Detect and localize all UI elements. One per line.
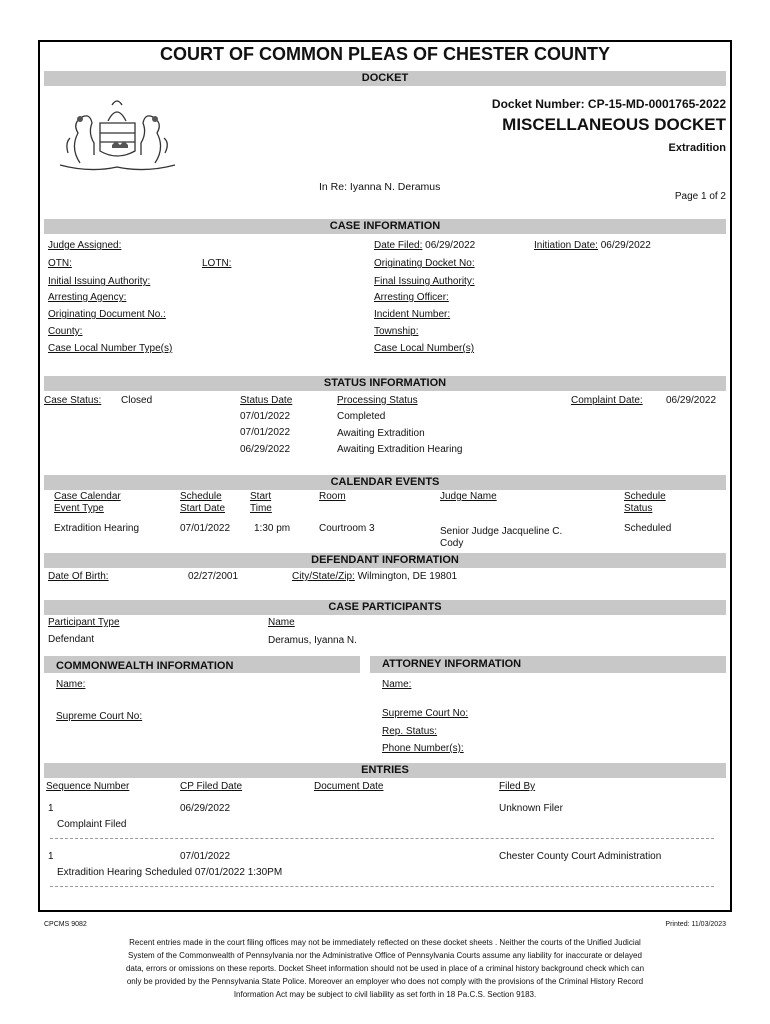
- participant-type-header: Participant Type: [48, 617, 120, 628]
- case-status-value: Closed: [121, 395, 153, 406]
- status-row-status: Completed: [337, 411, 386, 422]
- attorney-rep-status-label: Rep. Status:: [382, 726, 438, 737]
- township-label: Township:: [374, 326, 419, 337]
- entries-cp-header: CP Filed Date: [180, 781, 243, 792]
- processing-status-header: Processing Status: [337, 395, 418, 406]
- attorney-supreme-label: Supreme Court No:: [382, 708, 469, 719]
- entry-cp-date: 06/29/2022: [180, 803, 231, 814]
- attorney-phone-label: Phone Number(s):: [382, 743, 464, 754]
- cal-start-time-header: Start Time: [250, 491, 272, 514]
- entries-seq-header: Sequence Number: [46, 781, 130, 792]
- county-label: County:: [48, 326, 83, 337]
- orig-docket-label: Originating Docket No:: [374, 258, 475, 269]
- complaint-date-label: Complaint Date:: [571, 395, 643, 406]
- final-authority-label: Final Issuing Authority:: [374, 276, 475, 287]
- entries-filed-header: Filed By: [499, 781, 536, 792]
- disclaimer: Recent entries made in the court filing offices may not be immediately reflected on these docket sheets . Neither the courts of the Unified Judicial System of the Commonwealth of Pennsylvania nor the Administrative Office of Pennsylvania Courts assume any liability for inaccurate or delayed data, errors or omissions on these reports. Docket Sheet information should not be used in place of a criminal history background check which can only be provided by the Pennsylvania State Police. Moreover an employer who does not comply with the provisions of the Criminal History Record Information Act may be subject to civil liability as set forth in 18 Pa.C.S. Section 9183.: [125, 938, 645, 999]
- status-row-date: 06/29/2022: [240, 444, 291, 455]
- commonwealth-name-label: Name:: [56, 679, 86, 690]
- lotn-label: LOTN:: [202, 258, 232, 269]
- arresting-agency-label: Arresting Agency:: [48, 292, 127, 303]
- cal-room: Courtroom 3: [319, 523, 375, 534]
- complaint-date-value: 06/29/2022: [666, 395, 717, 406]
- attorney-name-label: Name:: [382, 679, 412, 690]
- cal-status: Scheduled: [624, 523, 672, 534]
- cal-event-header: Case Calendar Event Type: [54, 491, 121, 514]
- participant-name: Deramus, Iyanna N.: [268, 635, 357, 646]
- entry-filed-by: Unknown Filer: [499, 803, 563, 814]
- cal-room-header: Room: [319, 491, 346, 502]
- page-number: Page 1 of 2: [674, 191, 726, 202]
- case-participants-bar: CASE PARTICIPANTS: [44, 600, 726, 615]
- participant-name-header: Name: [268, 617, 295, 628]
- status-date-header: Status Date: [240, 395, 293, 406]
- otn-label: OTN:: [48, 258, 72, 269]
- calendar-events-bar: CALENDAR EVENTS: [44, 475, 726, 490]
- case-local-type-label: Case Local Number Type(s): [48, 343, 173, 354]
- date-filed: Date Filed: 06/29/2022: [374, 240, 476, 251]
- initial-authority-label: Initial Issuing Authority:: [48, 276, 151, 287]
- cal-time: 1:30 pm: [254, 523, 291, 534]
- court-title: COURT OF COMMON PLEAS OF CHESTER COUNTY: [160, 44, 610, 64]
- commonwealth-title: COMMONWEALTH INFORMATION: [56, 660, 234, 672]
- cal-start-date-header: Schedule Start Date: [180, 491, 226, 514]
- docket-type: MISCELLANEOUS DOCKET: [502, 115, 726, 134]
- status-information-bar: STATUS INFORMATION: [44, 376, 726, 391]
- entry-seq: 1: [48, 803, 54, 814]
- attorney-title: ATTORNEY INFORMATION: [382, 658, 522, 670]
- status-row-status: Awaiting Extradition: [337, 428, 425, 439]
- incident-number-label: Incident Number:: [374, 309, 451, 320]
- commonwealth-supreme-label: Supreme Court No:: [56, 711, 143, 722]
- dob-label: Date Of Birth:: [48, 571, 109, 582]
- pennsylvania-seal-icon: [50, 93, 185, 175]
- defendant-information-bar: DEFENDANT INFORMATION: [44, 553, 726, 568]
- status-row-date: 07/01/2022: [240, 427, 291, 438]
- docket-subtype: Extradition: [668, 142, 726, 154]
- entry-seq: 1: [48, 851, 54, 862]
- entries-bar: ENTRIES: [44, 763, 726, 778]
- judge-assigned-label: Judge Assigned:: [48, 240, 122, 251]
- participant-type: Defendant: [48, 634, 95, 645]
- dob-value: 02/27/2001: [188, 571, 239, 582]
- docket-bar: DOCKET: [44, 71, 726, 86]
- status-row-date: 07/01/2022: [240, 411, 291, 422]
- entry-divider: [50, 838, 714, 839]
- cal-date: 07/01/2022: [180, 523, 231, 534]
- cal-judge: Senior Judge Jacqueline C. Cody: [440, 526, 563, 549]
- case-local-numbers-label: Case Local Number(s): [374, 343, 475, 354]
- cal-event: Extradition Hearing: [54, 523, 140, 534]
- cal-judge-header: Judge Name: [440, 491, 497, 502]
- entries-doc-header: Document Date: [314, 781, 384, 792]
- printed-date: Printed: 11/03/2023: [665, 921, 726, 928]
- entry-cp-date: 07/01/2022: [180, 851, 231, 862]
- initiation-date: Initiation Date: 06/29/2022: [534, 240, 651, 251]
- city-state-zip: City/State/Zip: Wilmington, DE 19801: [292, 571, 458, 582]
- case-information-bar: CASE INFORMATION: [44, 219, 726, 234]
- entry-description: Extradition Hearing Scheduled 07/01/2022 1:30PM: [57, 867, 283, 878]
- entry-description: Complaint Filed: [57, 819, 127, 830]
- form-number: CPCMS 9082: [44, 921, 87, 928]
- status-row-status: Awaiting Extradition Hearing: [337, 444, 463, 455]
- docket-number: Docket Number: CP-15-MD-0001765-2022: [491, 97, 726, 111]
- case-status-label: Case Status:: [44, 395, 102, 406]
- entry-divider: [50, 886, 714, 887]
- arresting-officer-label: Arresting Officer:: [374, 292, 449, 303]
- entry-filed-by: Chester County Court Administration: [499, 851, 662, 862]
- in-re: In Re: Iyanna N. Deramus: [319, 181, 441, 193]
- cal-status-header: Schedule Status: [624, 491, 666, 514]
- orig-doc-label: Originating Document No.:: [48, 309, 166, 320]
